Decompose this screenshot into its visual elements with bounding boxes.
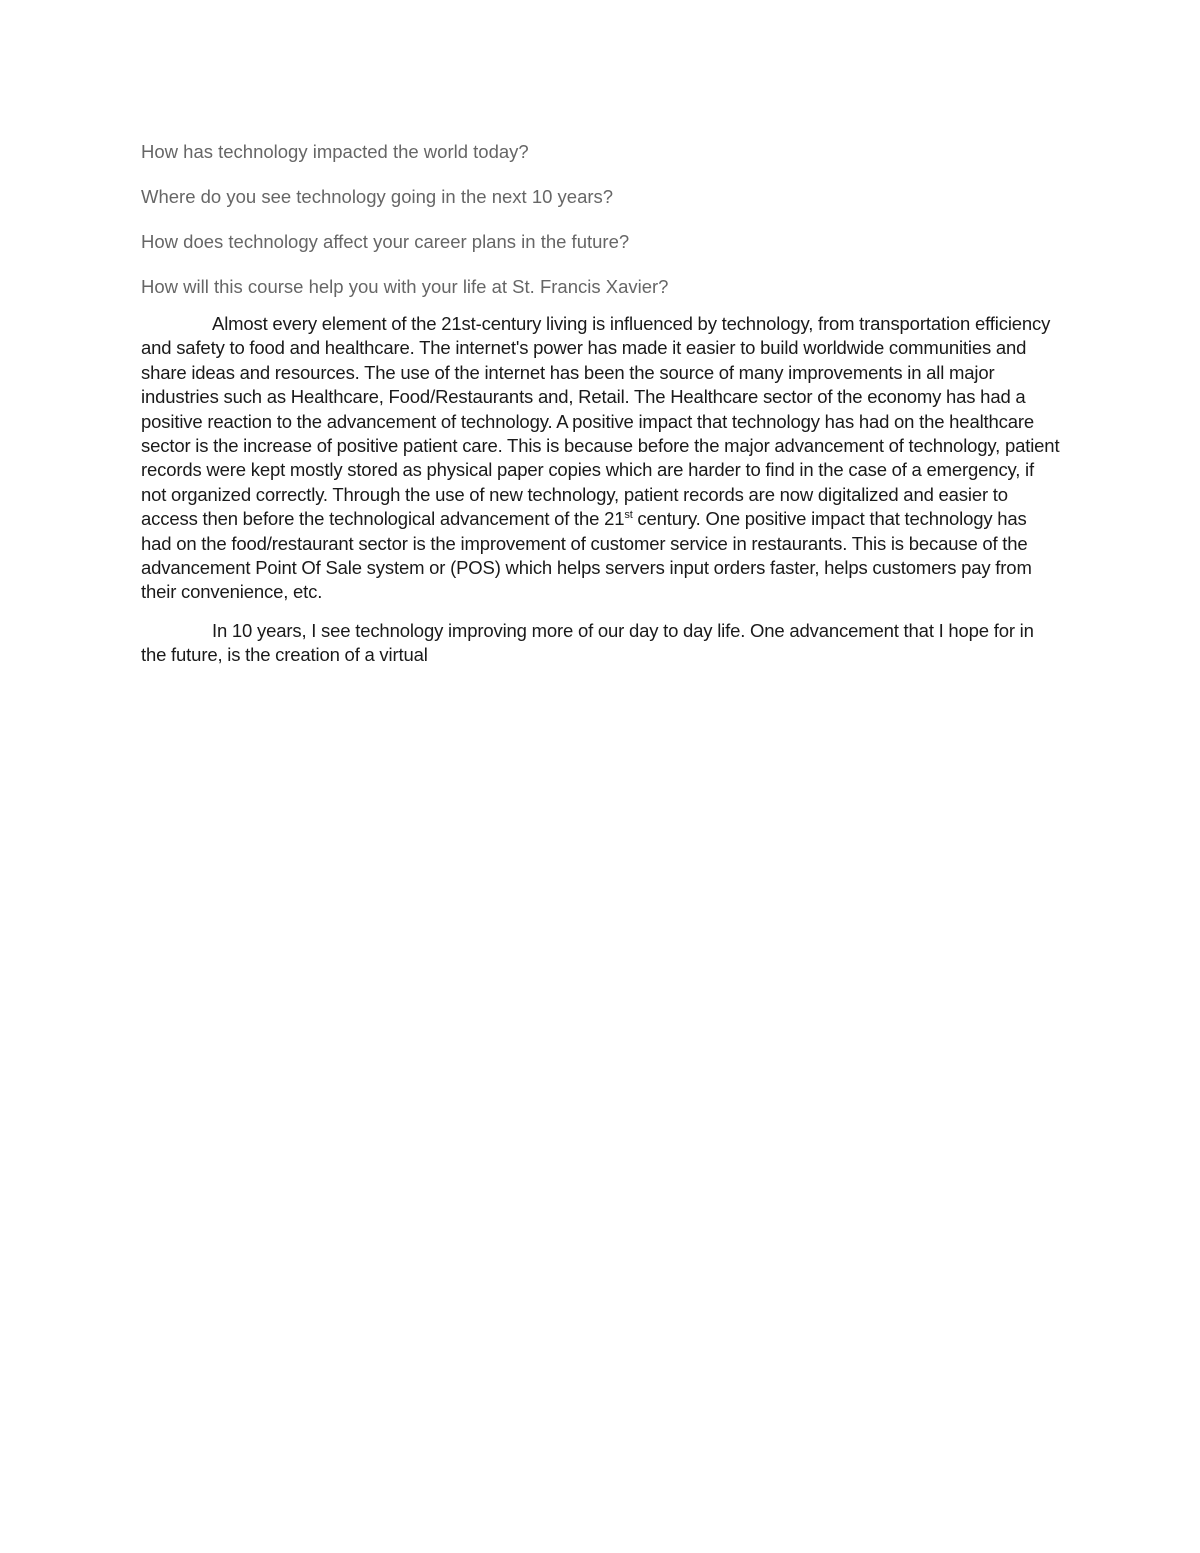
document-body — [141, 140, 1061, 682]
paragraph-1-superscript: st — [624, 509, 633, 522]
paragraph-1-text-b: century. One positive impact that technology has had on the food/restaurant sector is the improvement of customer service in restaurants. This is because of the advancement Point Of Sale system or (POS) which helps servers input orders faster, helps customers pay from their convenience, etc. — [141, 508, 1032, 603]
question-1: How has technology impacted the world today? — [141, 141, 529, 162]
question-2: Where do you see technology going in the next 10 years? — [141, 186, 614, 207]
question-list — [141, 140, 1061, 299]
body-paragraph-1 — [141, 312, 1061, 605]
question-4: How will this course help you with your life at St. Francis Xavier? — [141, 276, 669, 297]
body-paragraph-2: In 10 years, I see technology improving more of our day to day life. One advancement that I hope for in the future, is the creation of a virtual — [141, 619, 1034, 666]
question-3: How does technology affect your career plans in the future? — [141, 231, 630, 252]
paragraph-1-text-a: Almost every element of the 21st-century living is influenced by technology, from transportation efficiency and safety to food and healthcare. The internet's power has made it easier to build worldwide communities and share ideas and resources. The use of the internet has been the source of many improvements in all major industries such as Healthcare, Food/Restaurants and, Retail. The Healthcare sector of the economy has had a positive reaction to the advancement of technology. A positive impact that technology has had on the healthcare sector is the increase of positive patient care. This is because before the major advancement of technology, patient records were kept mostly stored as physical paper copies which are harder to find in the case of a emergency, if not organized correctly. Through the use of new technology, patient records are now digitalized and easier to access then before the technological advancement of the 21 — [141, 313, 1060, 530]
